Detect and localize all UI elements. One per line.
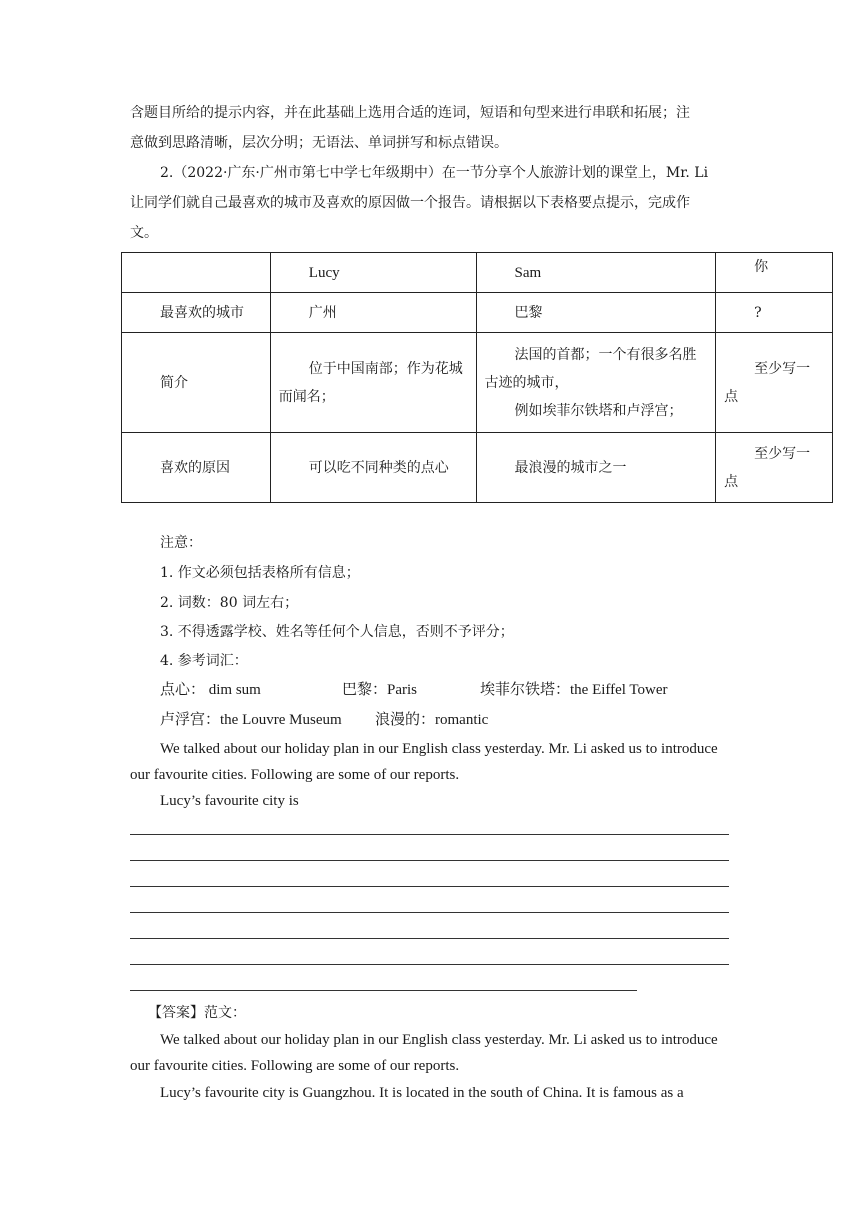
cell-lucy-city: 广州 bbox=[270, 293, 476, 333]
table-row bbox=[122, 333, 833, 433]
cell-you-city: ? bbox=[716, 293, 833, 333]
cell-you-intro: 至少写一点 bbox=[716, 333, 833, 433]
writing-line[interactable] bbox=[130, 912, 729, 913]
question-line-3: 文。 bbox=[130, 225, 158, 241]
cell-sam-intro: 法国的首都；一个有很多名胜古迹的城市， 例如埃菲尔铁塔和卢浮宫； bbox=[476, 333, 716, 433]
answer-line-1: We talked about our holiday plan in our English class yesterday. Mr. Li asked us to introduce bbox=[160, 1032, 718, 1048]
cell-sam-city: 巴黎 bbox=[476, 293, 716, 333]
vocab-paris: 巴黎：Paris bbox=[342, 682, 418, 698]
answer-line-3: Lucy’s favourite city is Guangzhou. It is located in the south of China. It is famous as a bbox=[160, 1085, 684, 1101]
prompt-line-3: Lucy’s favourite city is bbox=[160, 793, 299, 809]
writing-line[interactable] bbox=[130, 990, 637, 991]
writing-line[interactable] bbox=[130, 860, 729, 861]
table-row bbox=[122, 293, 833, 333]
cell-you-reason: 至少写一点 bbox=[716, 433, 833, 503]
vocab-dim-sum: 点心： dim sum bbox=[160, 682, 261, 698]
cell-lucy-intro: 位于中国南部；作为花城而闻名； bbox=[270, 333, 476, 433]
cell-lucy-reason: 可以吃不同种类的点心 bbox=[270, 433, 476, 503]
row-label-intro: 简介 bbox=[122, 333, 271, 433]
note-item: 4. 参考词汇： bbox=[160, 653, 248, 669]
answer-label: 【答案】范文： bbox=[148, 1005, 246, 1021]
writing-line[interactable] bbox=[130, 886, 729, 887]
header-cell-empty bbox=[122, 253, 271, 293]
note-item: 2. 词数：80 词左右； bbox=[160, 595, 299, 611]
answer-line-2: our favourite cities. Following are some of our reports. bbox=[130, 1058, 460, 1074]
cell-sam-reason: 最浪漫的城市之一 bbox=[476, 433, 716, 503]
note-item: 3. 不得透露学校、姓名等任何个人信息，否则不予评分； bbox=[160, 624, 514, 640]
notes-title: 注意： bbox=[160, 535, 202, 551]
vocab-eiffel-tower: 埃菲尔铁塔：the Eiffel Tower bbox=[480, 682, 668, 698]
row-label-reason: 喜欢的原因 bbox=[122, 433, 271, 503]
question-line-1: 2.（2022·广东·广州市第七中学七年级期中）在一节分享个人旅游计划的课堂上，Mr. Li bbox=[160, 165, 709, 181]
writing-line[interactable] bbox=[130, 938, 729, 939]
header-cell-lucy: Lucy bbox=[270, 253, 476, 293]
vocab-romantic: 浪漫的：romantic bbox=[375, 712, 489, 728]
writing-line[interactable] bbox=[130, 964, 729, 965]
intro-line-1: 含题目所给的提示内容，并在此基础上选用合适的连词，短语和句型来进行串联和拓展；注 bbox=[130, 105, 690, 121]
intro-line-2: 意做到思路清晰，层次分明；无语法、单词拼写和标点错误。 bbox=[130, 135, 508, 151]
writing-line[interactable] bbox=[130, 834, 729, 835]
prompt-line-1: We talked about our holiday plan in our English class yesterday. Mr. Li asked us to introduce bbox=[160, 741, 718, 757]
row-label-favourite-city: 最喜欢的城市 bbox=[122, 293, 271, 333]
header-cell-sam: Sam bbox=[476, 253, 716, 293]
table-row bbox=[122, 433, 833, 503]
vocab-louvre: 卢浮宫：the Louvre Museum bbox=[160, 712, 342, 728]
question-line-2: 让同学们就自己最喜欢的城市及喜欢的原因做一个报告。请根据以下表格要点提示，完成作 bbox=[130, 195, 690, 211]
note-item: 1. 作文必须包括表格所有信息； bbox=[160, 565, 360, 581]
table-header-row bbox=[122, 253, 833, 293]
info-table bbox=[121, 252, 833, 503]
prompt-line-2: our favourite cities. Following are some of our reports. bbox=[130, 767, 460, 783]
header-cell-you: 你 bbox=[716, 253, 833, 293]
